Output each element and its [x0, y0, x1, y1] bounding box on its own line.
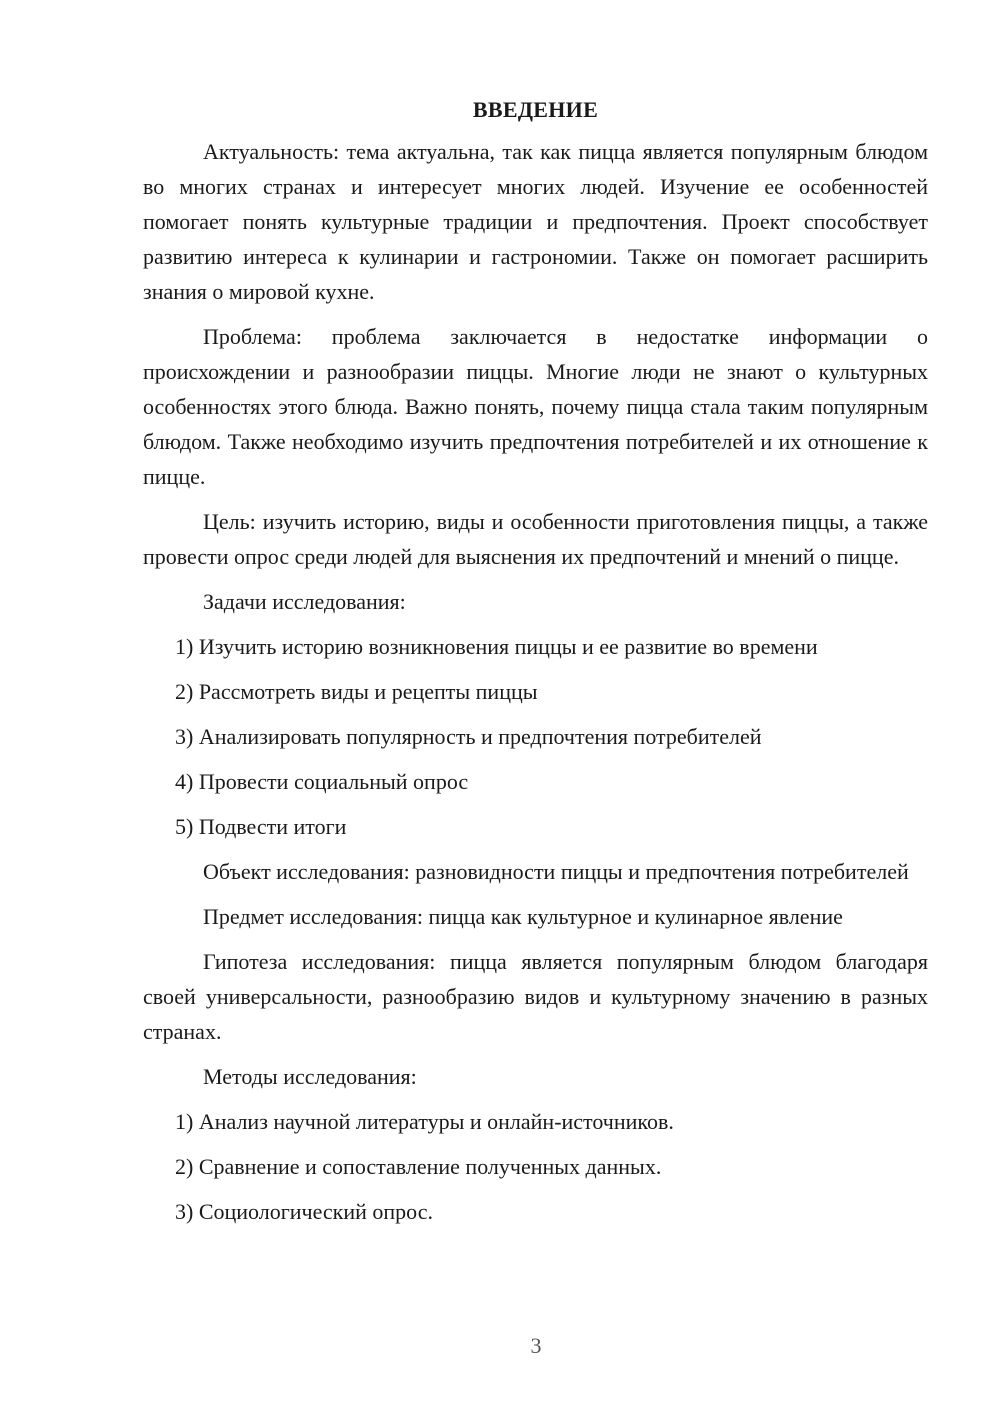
list-item: 1) Анализ научной литературы и онлайн-источников. — [175, 1109, 674, 1134]
list-item: 1) Изучить историю возникновения пиццы и ее развитие во времени — [175, 634, 818, 659]
section-heading: ВВЕДЕНИЕ — [472, 97, 599, 122]
list-item: 3) Социологический опрос. — [175, 1199, 433, 1224]
hypothesis-paragraph: Гипотеза исследования: пицца является популярным блюдом благодаря своей универсальности, разнообразию видов и культурному значению в разных странах. — [143, 949, 928, 1044]
list-item: 2) Рассмотреть виды и рецепты пиццы — [175, 679, 538, 704]
subject-paragraph: Предмет исследования: пицца как культурное и кулинарное явление — [203, 904, 843, 929]
goal-paragraph: Цель: изучить историю, виды и особенности приготовления пиццы, а также провести опрос среди людей для выяснения их предпочтений и мнений о пицце. — [143, 509, 928, 569]
list-item: 2) Сравнение и сопоставление полученных данных. — [175, 1154, 662, 1179]
tasks-list — [143, 629, 928, 844]
tasks-label: Задачи исследования: — [203, 589, 406, 614]
page-number: 3 — [530, 1333, 542, 1358]
problem-paragraph: Проблема: проблема заключается в недостатке информации о происхождении и разнообразии пиццы. Многие люди не знают о культурных особенностях этого блюда. Важно понять, почему пицца стала таким популярным блюдом. Также необходимо изучить предпочтения потребителей и их отношение к пицце. — [143, 324, 928, 489]
list-item: 5) Подвести итоги — [175, 814, 347, 839]
object-paragraph: Объект исследования: разновидности пиццы и предпочтения потребителей — [203, 859, 909, 884]
relevance-paragraph: Актуальность: тема актуальна, так как пицца является популярным блюдом во многих странах и интересует многих людей. Изучение ее особенностей помогает понять культурные традиции и предпочтения. Проект способствует развитию интереса к кулинарии и гастрономии. Также он помогает расширить знания о мировой кухне. — [143, 139, 928, 304]
methods-label: Методы исследования: — [203, 1064, 417, 1089]
page-content — [143, 92, 928, 1239]
methods-list — [143, 1104, 928, 1229]
list-item: 3) Анализировать популярность и предпочтения потребителей — [175, 724, 762, 749]
list-item: 4) Провести социальный опрос — [175, 769, 469, 794]
